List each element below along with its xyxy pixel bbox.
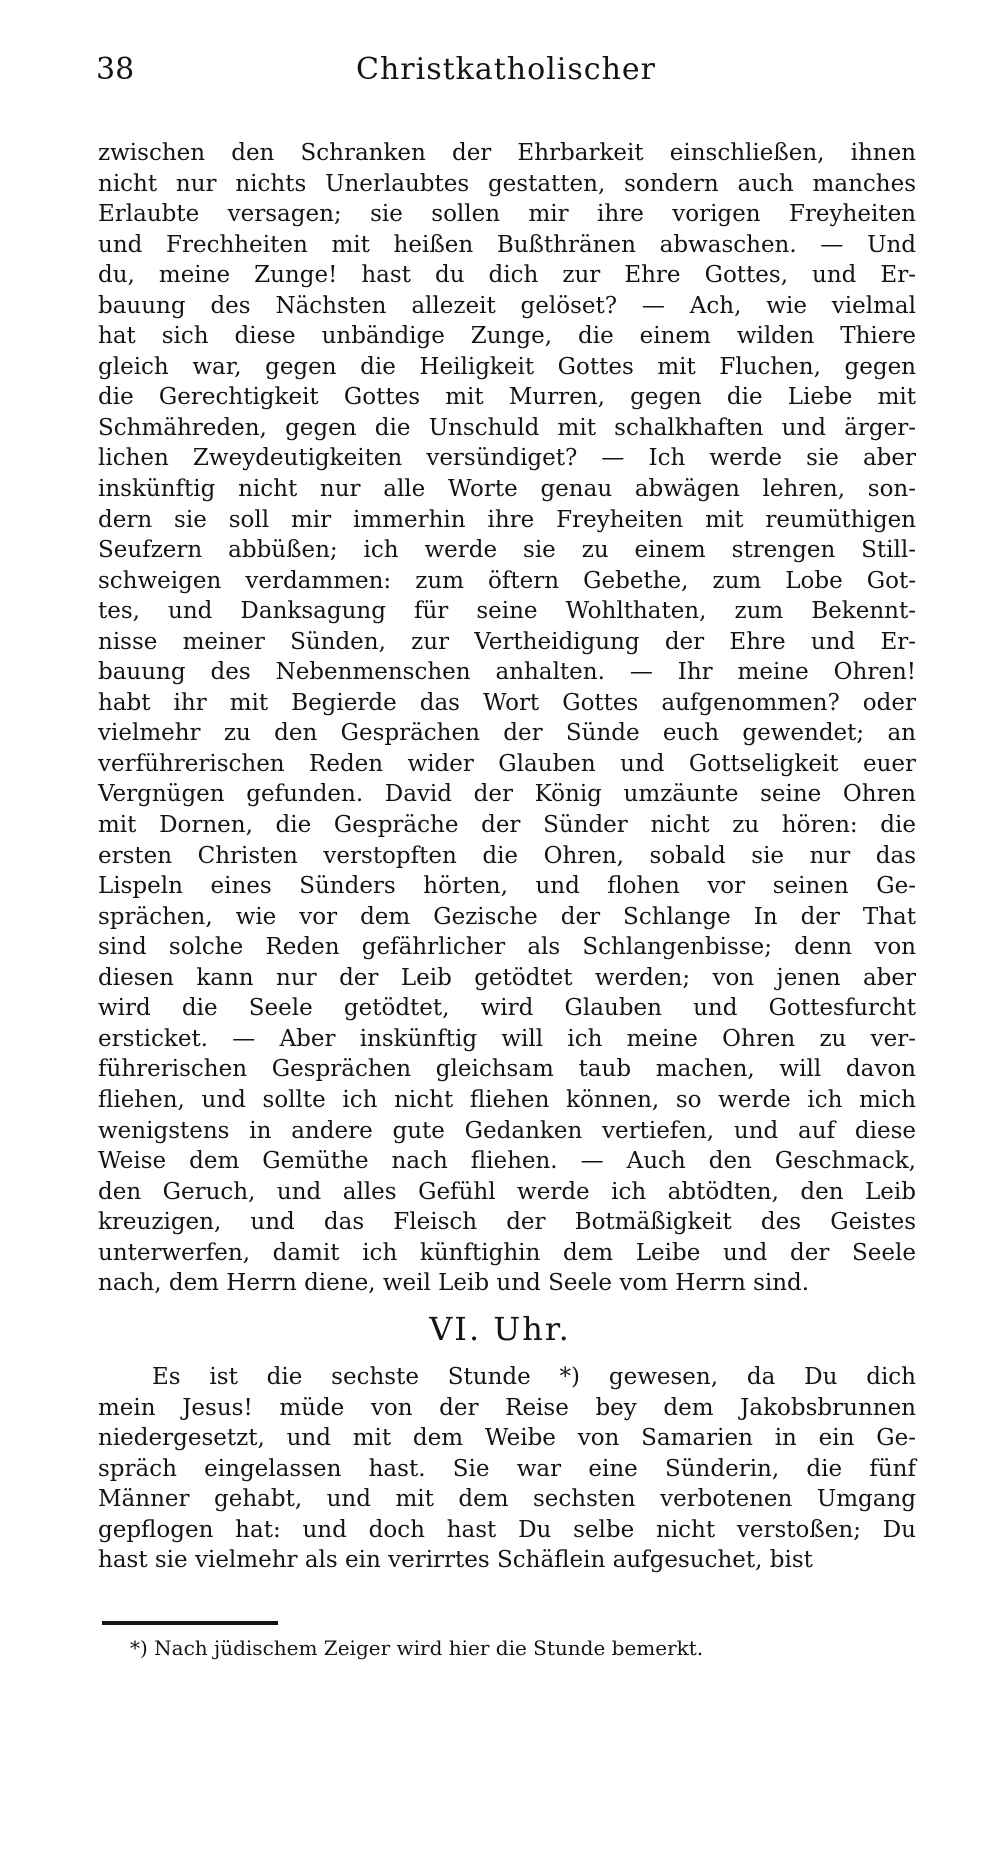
body-text <box>98 138 916 1299</box>
running-title: Christkatholischer <box>356 52 656 87</box>
section-text <box>98 1362 916 1576</box>
text-line: ersticket. — Aber inskünftig will ich meine Ohren zu ver- <box>98 1025 916 1052</box>
page-header <box>96 52 916 96</box>
text-line: schweigen verdammen: zum öftern Gebethe, zum Lobe Got- <box>98 567 916 594</box>
text-line: unterwerfen, damit ich künftighin dem Leibe und der Seele <box>98 1239 916 1266</box>
text-line: und Frechheiten mit heißen Bußthränen abwaschen. — Und <box>98 231 916 258</box>
text-line: kreuzigen, und das Fleisch der Botmäßigkeit des Geistes <box>98 1209 916 1236</box>
footnote: *) Nach jüdischem Zeiger wird hier die Stunde bemerkt. <box>130 1636 704 1660</box>
text-line: Seufzern abbüßen; ich werde sie zu einem strengen Still- <box>98 537 916 564</box>
text-line: mit Dornen, die Gespräche der Sünder nicht zu hören: die <box>98 812 916 839</box>
text-line: den Geruch, und alles Gefühl werde ich abtödten, den Leib <box>98 1178 916 1205</box>
footnote-rule <box>102 1621 278 1625</box>
text-line: ersten Christen verstopften die Ohren, sobald sie nur das <box>98 842 916 869</box>
text-line: die Gerechtigkeit Gottes mit Murren, gegen die Liebe mit <box>98 384 916 411</box>
text-line: verführerischen Reden wider Glauben und Gottseligkeit euer <box>98 750 916 777</box>
text-line: Lispeln eines Sünders hörten, und flohen vor seinen Ge- <box>98 873 916 900</box>
text-line: Männer gehabt, und mit dem sechsten verbotenen Umgang <box>98 1486 916 1513</box>
section-heading: VI. Uhr. <box>429 1310 571 1348</box>
text-line: hat sich diese unbändige Zunge, die einem wilden Thiere <box>98 323 916 350</box>
text-line: nach, dem Herrn diene, weil Leib und Seele vom Herrn sind. <box>98 1270 810 1297</box>
text-line: lichen Zweydeutigkeiten versündiget? — Ich werde sie aber <box>98 445 916 472</box>
text-line: diesen kann nur der Leib getödtet werden; von jenen aber <box>98 964 916 991</box>
text-line: bauung des Nächsten allezeit gelöset? — Ach, wie vielmal <box>98 292 916 319</box>
page-number: 38 <box>96 52 135 87</box>
text-line: gepflogen hat: und doch hast Du selbe nicht verstoßen; Du <box>98 1516 916 1543</box>
text-line: gleich war, gegen die Heiligkeit Gottes mit Fluchen, gegen <box>98 353 916 380</box>
text-line: Weise dem Gemüthe nach fliehen. — Auch den Geschmack, <box>98 1148 916 1175</box>
text-line: sind solche Reden gefährlicher als Schlangenbisse; denn von <box>98 934 916 961</box>
text-line: Schmähreden, gegen die Unschuld mit schalkhaften und ärger- <box>98 414 916 441</box>
text-line: inskünftig nicht nur alle Worte genau abwägen lehren, son- <box>98 476 916 503</box>
text-line: führerischen Gesprächen gleichsam taub machen, will davon <box>98 1056 916 1083</box>
text-line: Erlaubte versagen; sie sollen mir ihre vorigen Freyheiten <box>98 201 916 228</box>
text-line: mein Jesus! müde von der Reise bey dem Jakobsbrunnen <box>98 1394 916 1421</box>
text-line: sprächen, wie vor dem Gezische der Schlange In der That <box>98 903 916 930</box>
text-line: nisse meiner Sünden, zur Vertheidigung der Ehre und Er- <box>98 628 916 655</box>
text-line: wird die Seele getödtet, wird Glauben und Gottesfurcht <box>98 995 916 1022</box>
text-line: niedergesetzt, und mit dem Weibe von Samarien in ein Ge- <box>98 1425 916 1452</box>
text-line: habt ihr mit Begierde das Wort Gottes aufgenommen? oder <box>98 689 916 716</box>
text-line: Es ist die sechste Stunde *) gewesen, da Du dich <box>152 1364 916 1390</box>
text-line: du, meine Zunge! hast du dich zur Ehre Gottes, und Er- <box>98 262 916 289</box>
text-line: Vergnügen gefunden. David der König umzäunte seine Ohren <box>98 781 916 808</box>
text-line: wenigstens in andere gute Gedanken vertiefen, und auf diese <box>98 1117 916 1144</box>
text-line: fliehen, und sollte ich nicht fliehen können, so werde ich mich <box>98 1086 916 1113</box>
text-line: hast sie vielmehr als ein verirrtes Schäflein aufgesuchet, bist <box>98 1547 813 1574</box>
text-line: bauung des Nebenmenschen anhalten. — Ihr meine Ohren! <box>98 659 916 686</box>
text-line: zwischen den Schranken der Ehrbarkeit einschließen, ihnen <box>98 140 916 166</box>
text-line: spräch eingelassen hast. Sie war eine Sünderin, die fünf <box>98 1455 916 1482</box>
text-line: vielmehr zu den Gesprächen der Sünde euch gewendet; an <box>98 720 916 747</box>
text-line: dern sie soll mir immerhin ihre Freyheiten mit reumüthigen <box>98 506 916 533</box>
text-line: nicht nur nichts Unerlaubtes gestatten, sondern auch manches <box>98 170 916 197</box>
text-line: tes, und Danksagung für seine Wohlthaten, zum Bekennt- <box>98 598 916 625</box>
